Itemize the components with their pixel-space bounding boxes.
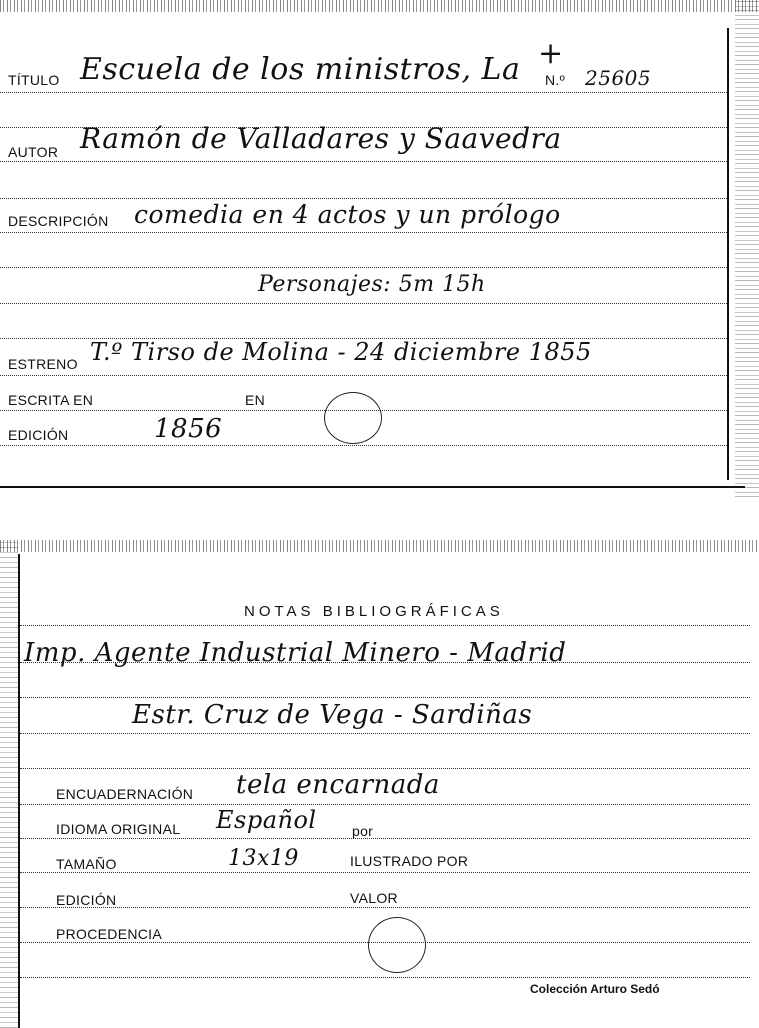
ruled-line (20, 907, 750, 908)
autor-value: Ramón de Valladares y Saavedra (80, 122, 562, 155)
ruled-line (20, 697, 750, 698)
ruled-line (20, 733, 750, 734)
valor-label: VALOR (350, 890, 398, 906)
autor-label: AUTOR (8, 144, 59, 160)
descripcion-label: DESCRIPCIÓN (8, 213, 109, 229)
edicion-label: EDICIÓN (8, 427, 69, 443)
notes-line-1: Imp. Agente Industrial Minero - Madrid (24, 638, 567, 668)
tamano-value: 13x19 (228, 846, 299, 871)
ruled-line (20, 838, 750, 839)
personajes-value: Personajes: 5m 15h (258, 272, 486, 297)
encuadernacion-value: tela encarnada (236, 770, 440, 800)
notes-heading: NOTAS BIBLIOGRÁFICAS (244, 603, 504, 620)
punch-hole (368, 917, 426, 973)
ruled-line (0, 92, 727, 93)
ruled-line (0, 303, 727, 304)
card-edge-texture (0, 540, 759, 552)
encuadernacion-label: ENCUADERNACIÓN (56, 786, 194, 802)
ruled-line (20, 768, 750, 769)
cross-mark: + (538, 36, 564, 71)
ruled-line (20, 625, 750, 626)
collection-credit: Colección Arturo Sedó (530, 982, 660, 996)
estreno-value: T.º Tirso de Molina - 24 diciembre 1855 (90, 338, 592, 366)
ruled-line (20, 804, 750, 805)
numero-label: N.º (545, 72, 566, 88)
punch-hole (324, 392, 382, 444)
edicion-label: EDICIÓN (56, 892, 117, 908)
procedencia-label: PROCEDENCIA (56, 926, 162, 942)
catalog-card-back (0, 540, 759, 1028)
ilustrado-por-label: ILUSTRADO POR (350, 853, 469, 869)
por-label: por (352, 823, 374, 839)
ruled-line (0, 267, 727, 268)
ruled-line (0, 232, 727, 233)
idioma-original-label: IDIOMA ORIGINAL (56, 821, 181, 837)
edicion-value: 1856 (154, 414, 223, 444)
estreno-label: ESTRENO (8, 356, 78, 372)
idioma-original-value: Español (216, 806, 317, 834)
card-border-bottom (0, 486, 745, 488)
card-edge-texture (0, 0, 759, 12)
ruled-line (20, 977, 750, 978)
ruled-line (20, 872, 750, 873)
card-edge-texture (735, 0, 759, 497)
en-label: EN (245, 392, 266, 408)
ruled-line (0, 198, 727, 199)
descripcion-value: comedia en 4 actos y un prólogo (134, 200, 561, 229)
card-edge-texture (0, 540, 18, 1028)
catalog-card-front (0, 0, 759, 497)
tamano-label: TAMAÑO (56, 856, 117, 872)
titulo-label: TÍTULO (8, 72, 60, 88)
card-border-right (727, 28, 729, 480)
ruled-line (0, 161, 727, 162)
ruled-line (0, 445, 727, 446)
ruled-line (0, 375, 727, 376)
notes-line-2: Estr. Cruz de Vega - Sardiñas (132, 700, 533, 730)
escrita-en-label: ESCRITA EN (8, 392, 94, 408)
numero-value: 25605 (585, 66, 652, 90)
titulo-value: Escuela de los ministros, La (80, 52, 521, 87)
